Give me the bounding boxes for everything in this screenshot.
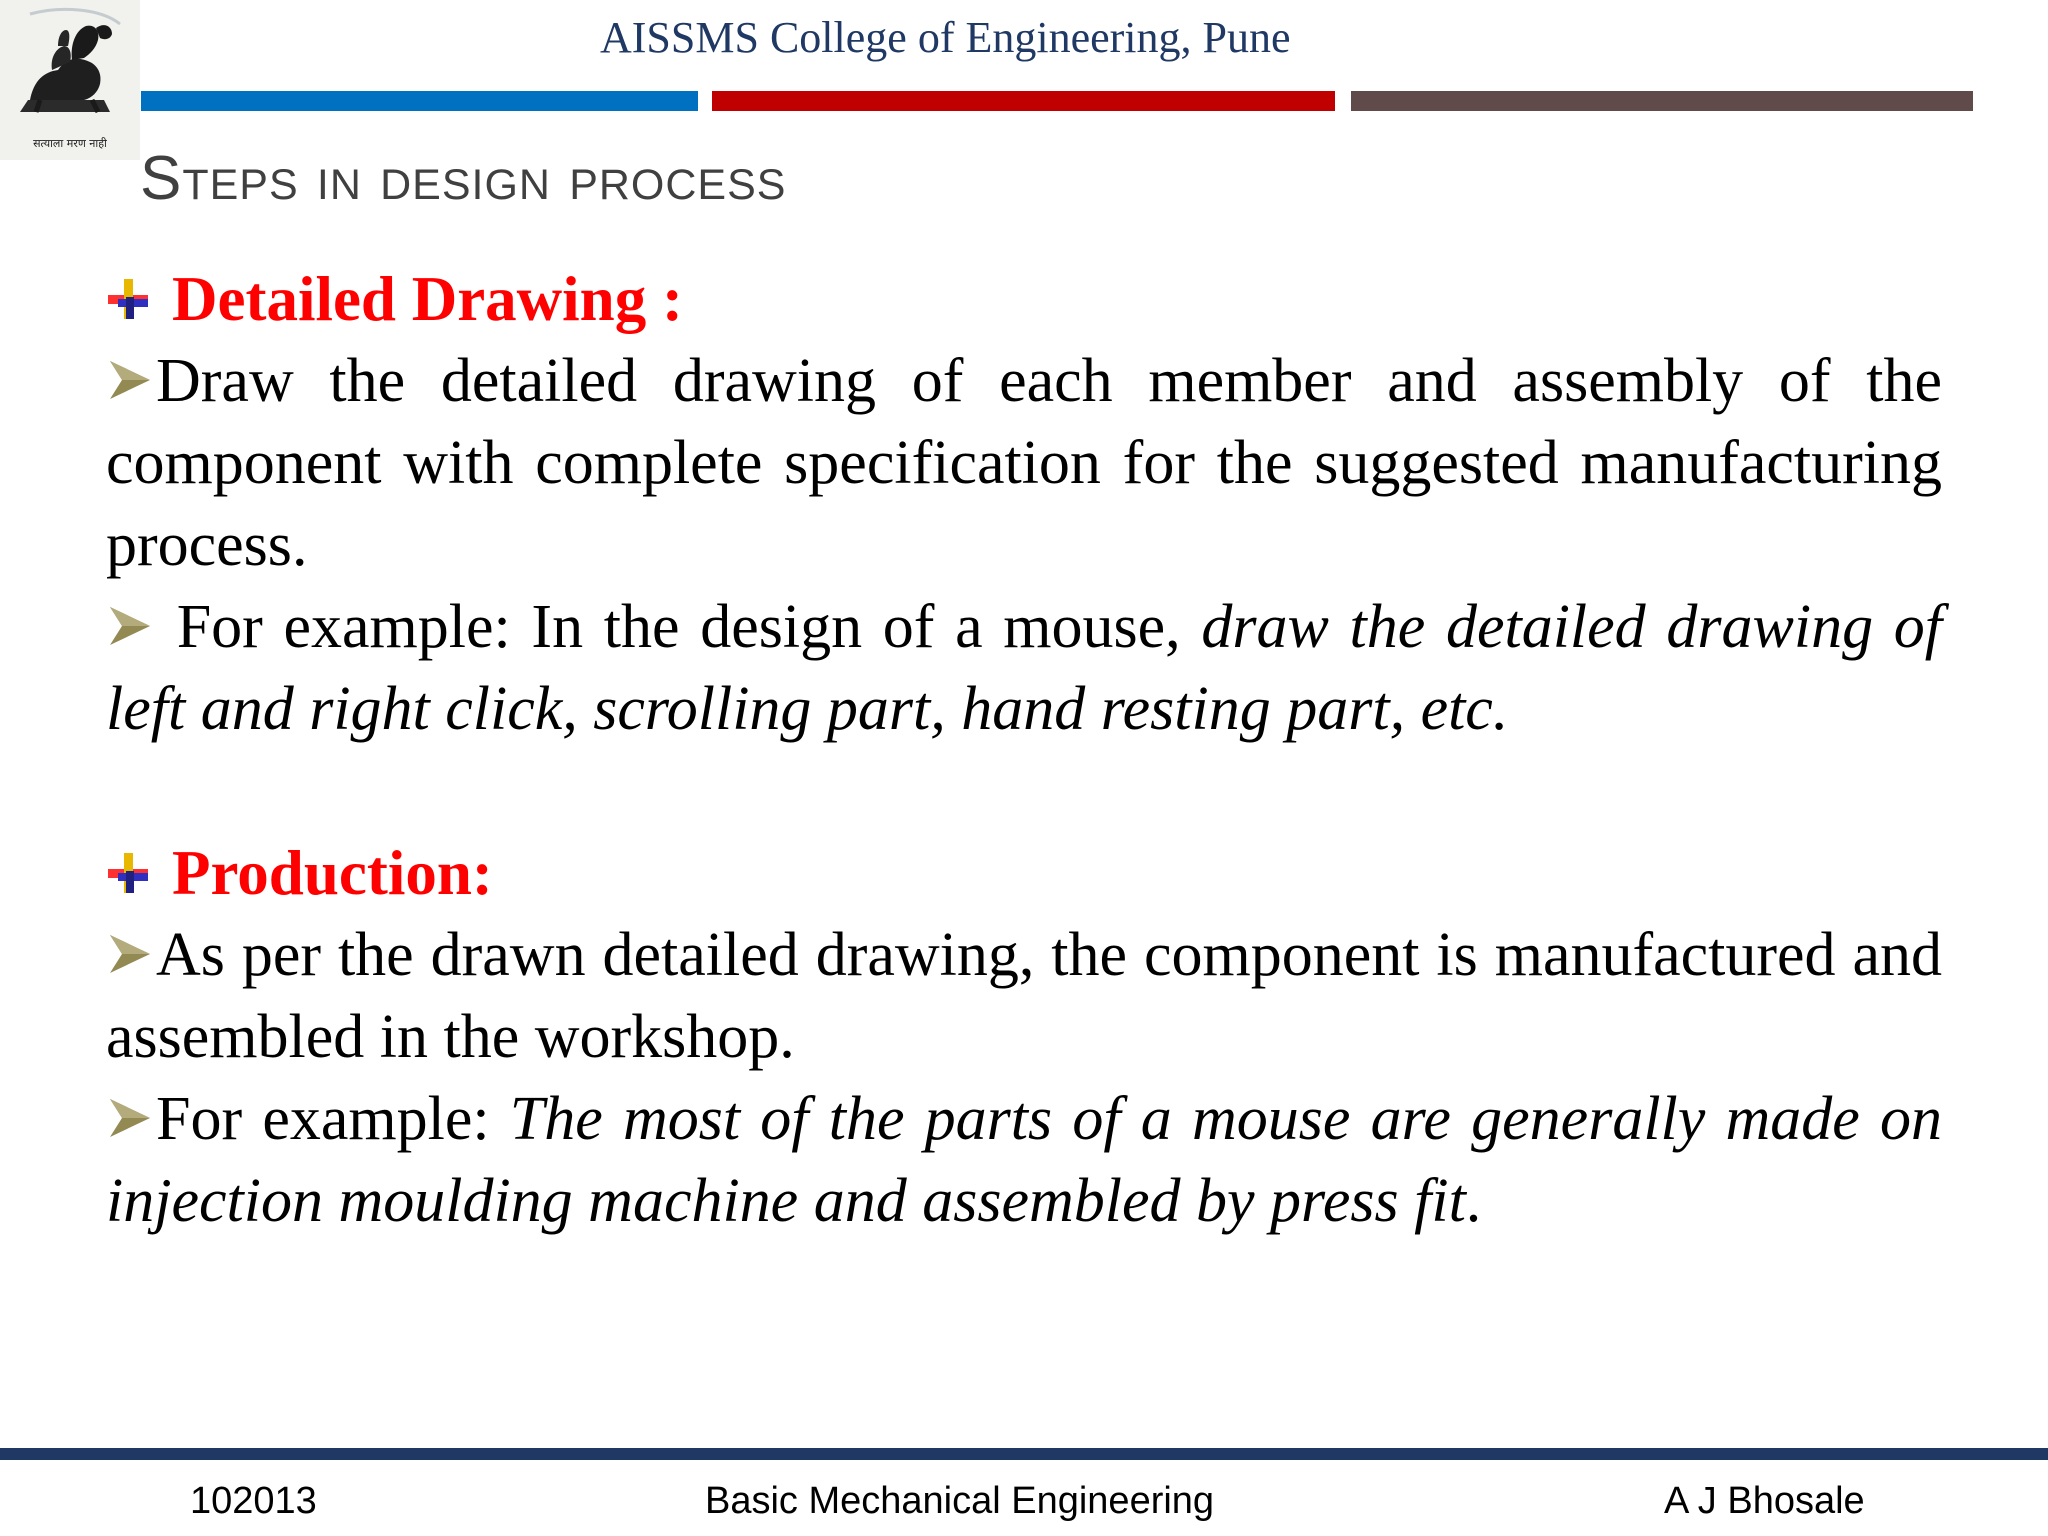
svg-text:सत्याला मरण नाही: सत्याला मरण नाही — [33, 137, 107, 150]
slide-content — [106, 258, 1942, 1242]
section-heading-text: Production: — [172, 837, 493, 908]
college-logo — [0, 0, 140, 160]
bullet-text: For example: In the design of a mouse, — [156, 593, 1202, 661]
arrow-bullet-icon — [106, 603, 154, 649]
bullet-point — [106, 340, 1942, 586]
slide-title: Steps in design process — [140, 144, 787, 213]
footer-author: A J Bhosale — [1664, 1480, 1865, 1522]
bullet-text: As per the drawn detailed drawing, the component is manufactured and assembled in the workshop. — [106, 921, 1942, 1071]
section-heading — [106, 832, 1942, 914]
bullet-italic-text: The most of the parts of a mouse are generally made on injection moulding machine and assembled by press fit — [106, 1085, 1942, 1235]
section-heading — [106, 258, 1942, 340]
bullet-point — [106, 586, 1942, 750]
bullet-text: For example: — [156, 1085, 510, 1153]
section-heading-text: Detailed Drawing : — [172, 263, 683, 334]
bullet-italic-text: draw the detailed drawing of left and right click, scrolling part, hand resting part, etc. — [106, 593, 1942, 743]
header-bar-blue — [141, 91, 698, 111]
arrow-bullet-icon — [106, 357, 154, 403]
header-bar-red — [712, 91, 1335, 111]
footer-course-name: Basic Mechanical Engineering — [705, 1480, 1215, 1522]
logo-motto — [0, 128, 140, 158]
arrow-bullet-icon — [106, 1095, 154, 1141]
footer-course-code: 102013 — [190, 1480, 317, 1522]
bullet-point — [106, 1078, 1942, 1242]
bullet-point — [106, 914, 1942, 1078]
bullet-text: Draw the detailed drawing of each member and assembly of the component with complete specification for the suggested manufacturing process. — [106, 347, 1942, 579]
arrow-bullet-icon — [106, 931, 154, 977]
footer-divider — [0, 1448, 2048, 1460]
bullet-text-tail: . — [1465, 1167, 1482, 1235]
header-bar-brown — [1351, 91, 1973, 111]
plus-bullet-icon — [106, 851, 150, 895]
plus-bullet-icon — [106, 277, 150, 321]
institution-name: AISSMS College of Engineering, Pune — [600, 13, 1291, 62]
